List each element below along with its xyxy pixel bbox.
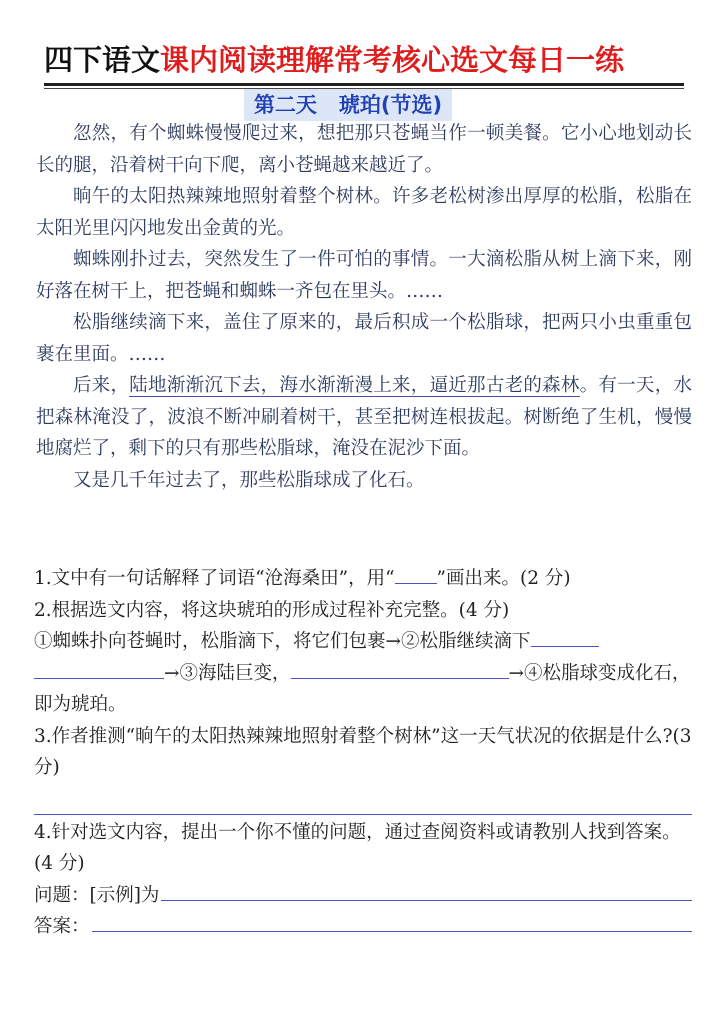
passage-paragraph: 蜘蛛刚扑过去，突然发生了一件可怕的事情。一大滴松脂从树上滴下来，刚好落在树干上，把苍蝇和蜘蛛一齐包在里头。…… [36,249,692,302]
underlined-sentence: 陆地渐渐沉下去，海水渐渐漫上来，逼近那古老的森林 [129,375,580,396]
process-step-4: →④松脂球变成化石，即为琥珀。 [34,662,691,715]
passage-paragraph: 又是几千年过去了，那些松脂球成了化石。 [73,469,425,491]
q4-answer-line[interactable] [92,913,692,932]
q2-blank-1[interactable] [531,626,599,647]
process-step-3: →③海陆巨变， [164,662,291,684]
page-title [44,40,684,80]
title-topic: 课内阅读理解常考核心选文每日一练 [160,43,625,77]
passage-paragraph: 松脂继续滴下来，盖住了原来的，最后积成一个松脂球，把两只小虫重重包裹在里面。…… [36,312,692,365]
q3-answer-line[interactable] [34,813,692,815]
q4-answer-label: 答案： [34,916,90,937]
q4-question-row [34,880,692,912]
question-4: 4.针对选文内容，提出一个你不懂的问题，通过查阅资料或请教别人找到答案。(4 分) [34,821,681,874]
passage-paragraph: 晌午的太阳热辣辣地照射着整个树林。许多老松树渗出厚厚的松脂，松脂在太阳光里闪闪地发出金黄的光。 [36,186,692,239]
q4-answer-row [34,911,692,943]
passage-text: 后来， [73,375,130,396]
q2-blank-2[interactable] [34,658,164,679]
question-1 [34,563,692,595]
questions-section [34,563,692,943]
q1-blank[interactable] [395,563,437,584]
question-2-process [34,626,692,721]
process-step-1-2: ①蜘蛛扑向苍蝇时，松脂滴下，将它们包裹→②松脂继续滴下 [34,631,531,652]
question-text: ”画出来。(2 分) [436,568,571,589]
q2-blank-3[interactable] [291,658,509,679]
passage-text: 。有一天，水把森林淹没了，波浪不断冲刷着树干，甚至把树连根拔起。树断绝了生机，慢慢地腐烂了，剩下的只有那些松脂球，淹没在泥沙下面。 [36,375,692,459]
lesson-subtitle: 第二天 琥珀(节选) [244,89,452,121]
title-divider-thick [44,83,684,86]
question-3: 3.作者推测“晌午的太阳热辣辣地照射着整个树林”这一天气状况的依据是什么?(3 分) [34,725,692,778]
passage-paragraph: 忽然，有个蜘蛛慢慢爬过来，想把那只苍蝇当作一顿美餐。它小心地划动长长的腿，沿着树干向下爬，离小苍蝇越来越近了。 [36,123,692,176]
passage-paragraph [36,370,692,465]
question-text: 1.文中有一句话解释了词语“沧海桑田”，用“ [34,568,395,589]
reading-passage [36,118,692,496]
question-2: 2.根据选文内容，将这块琥珀的形成过程补充完整。(4 分) [34,599,510,621]
title-grade-subject: 四下语文 [44,43,161,77]
q4-question-label: 问题：[示例]为 [34,884,160,906]
q4-question-line[interactable] [161,882,692,901]
